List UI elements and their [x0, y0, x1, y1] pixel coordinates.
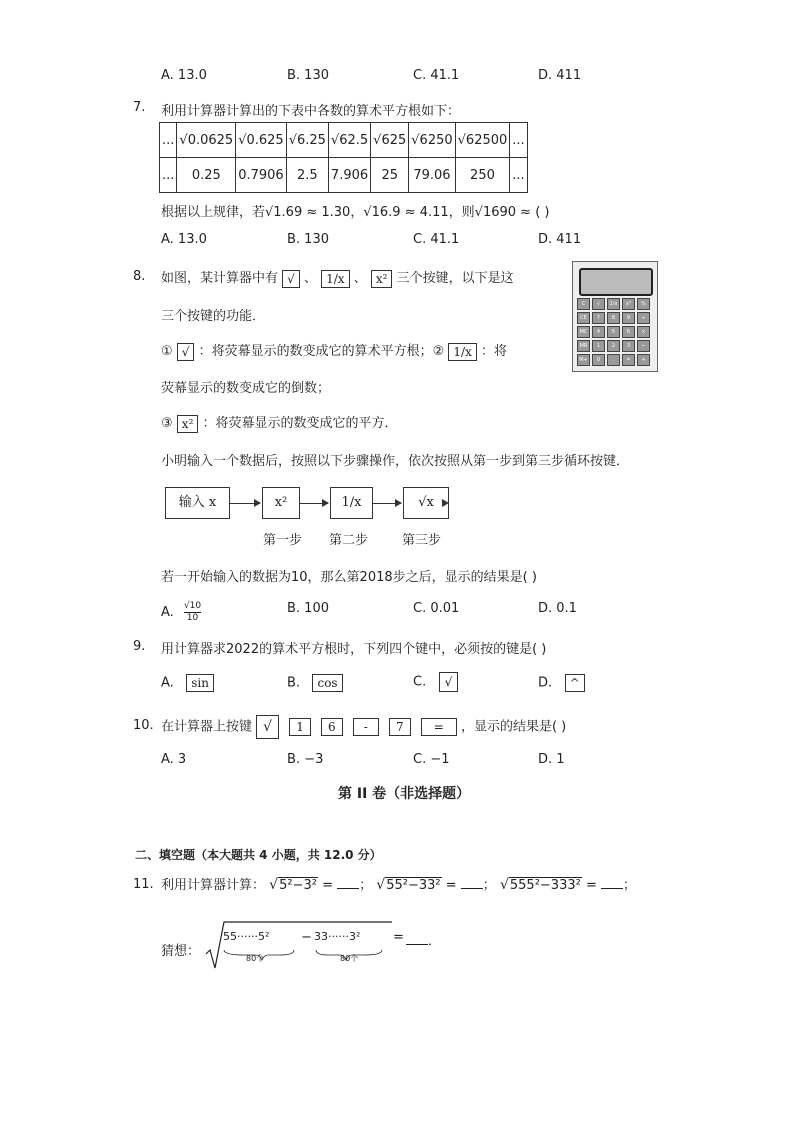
q7-option-b: B. 130 — [287, 232, 329, 247]
calculator-key: √ — [592, 298, 605, 310]
q10-option-c: C. −1 — [413, 752, 450, 767]
table-cell: 0.7906 — [236, 158, 287, 193]
q6-option-c: C. 41.1 — [413, 68, 460, 83]
q9-option-d-label: D. — [538, 675, 553, 691]
q9-option-c — [413, 672, 458, 692]
q8-line1 — [161, 267, 514, 288]
flow-reciprocal-box: 1/x — [330, 487, 373, 519]
q6-option-a: A. 13.0 — [161, 68, 207, 83]
q10-option-d: D. 1 — [538, 752, 565, 767]
flow-sqrt-box: √x — [403, 487, 449, 519]
q8-line1-post: 三个按键，以下是这 — [396, 271, 514, 286]
table-cell: 7.906 — [328, 158, 370, 193]
flow-square-box: x² — [262, 487, 300, 519]
table-cell: √62.5 — [328, 123, 370, 158]
q7-option-a: A. 13.0 — [161, 232, 207, 247]
calculator-key: 8 — [607, 312, 620, 324]
calculator-screen — [579, 268, 653, 296]
minus-key: - — [353, 718, 379, 736]
flow-arrow — [299, 503, 328, 504]
fraction — [184, 601, 201, 624]
sqrt-key: √ — [282, 270, 300, 288]
q7-table-row-top — [160, 123, 528, 158]
circle-1: ① — [161, 344, 173, 359]
calculator-key: CE — [577, 312, 590, 324]
sqrt-key: √ — [439, 672, 459, 692]
period: ． — [428, 934, 442, 949]
calculator-key: 7 — [592, 312, 605, 324]
q10-number: 10. — [133, 718, 154, 733]
flow-input-box: 输入 x — [165, 487, 230, 519]
table-cell: ... — [160, 123, 177, 158]
q9-option-d — [538, 674, 585, 692]
guess-answer — [406, 930, 441, 949]
calculator-key: 2 — [607, 340, 620, 352]
square-key: x² — [177, 415, 199, 433]
q7-table-row-bottom — [160, 158, 528, 193]
q8-line5 — [161, 412, 398, 433]
table-cell: √6250 — [409, 123, 455, 158]
q9-option-b-label: B. — [287, 675, 301, 691]
q9-option-c-label: C. — [413, 674, 427, 690]
calculator-key: ÷ — [637, 312, 650, 324]
calculator-key: 3 — [622, 340, 635, 352]
flow-arrow — [229, 503, 260, 504]
calculator-key: x² — [622, 298, 635, 310]
sin-key: sin — [186, 674, 214, 692]
calculator-key: 9 — [622, 312, 635, 324]
q9-option-a — [161, 674, 214, 692]
table-cell: 0.25 — [177, 158, 236, 193]
q6-option-b: B. 130 — [287, 68, 329, 83]
calculator-key: MR — [577, 340, 590, 352]
fraction-denominator: 10 — [186, 613, 199, 623]
count-label-1: 80个 — [246, 954, 265, 963]
equals-key: = — [421, 718, 457, 736]
q7-rule: 根据以上规律，若√1.69 ≈ 1.30，√16.9 ≈ 4.11，则√1690 ≈ ( ) — [161, 205, 550, 220]
q9-option-b — [287, 674, 343, 692]
q9-number: 9. — [133, 639, 146, 654]
guess-term-2: 33······3² — [314, 930, 361, 943]
table-cell: ... — [510, 158, 527, 193]
table-cell: ... — [510, 123, 527, 158]
reciprocal-key: 1/x — [448, 343, 476, 361]
q7-option-c: C. 41.1 — [413, 232, 460, 247]
table-cell: 79.06 — [409, 158, 455, 193]
q8-option-a — [161, 601, 201, 624]
expr-1: 5²−3² — [279, 878, 317, 893]
table-cell: √625 — [371, 123, 409, 158]
calculator-key: 4 — [592, 326, 605, 338]
table-cell: √0.625 — [236, 123, 287, 158]
table-cell: √62500 — [455, 123, 510, 158]
calculator-key: × — [637, 326, 650, 338]
q8-number: 8. — [133, 269, 146, 284]
equals: = — [445, 878, 457, 893]
caret-key: ^ — [565, 674, 585, 692]
q7-stem: 利用计算器计算出的下表中各数的算术平方根如下： — [161, 104, 461, 119]
q8-question: 若一开始输入的数据为10，那么第2018步之后，显示的结果是( ) — [161, 570, 537, 585]
table-cell: 250 — [455, 158, 510, 193]
sqrt-symbol: √ — [376, 877, 386, 893]
q10-option-a: A. 3 — [161, 752, 187, 767]
sqrt-key: √ — [177, 343, 195, 361]
separator: 、 — [303, 271, 317, 286]
q7-table — [159, 122, 528, 193]
sqrt-symbol: √ — [499, 877, 509, 893]
q8-line6: 小明输入一个数据后，按照以下步骤操作，依次按照从第一步到第三步循环按键． — [161, 454, 630, 469]
q11-stem-text: 利用计算器计算： — [161, 878, 266, 893]
calculator-key: C — [577, 298, 590, 310]
calculator-key: % — [637, 298, 650, 310]
q8-func-2: ：将 — [480, 344, 507, 359]
flow-arrow — [372, 503, 401, 504]
count-label-2: 80个 — [340, 954, 359, 963]
calculator-key: = — [622, 354, 635, 366]
separator: 、 — [353, 271, 367, 286]
square-key: x² — [371, 270, 393, 288]
q11-stem — [161, 874, 636, 893]
expr-2: 55²−33² — [386, 878, 441, 893]
key-1: 1 — [289, 718, 311, 736]
table-cell: √6.25 — [286, 123, 328, 158]
q10-stem-post: ，显示的结果是( ) — [460, 719, 567, 735]
guess-label: 猜想： — [161, 944, 201, 959]
guess-equals: = — [393, 930, 404, 945]
guess-radical — [204, 920, 394, 972]
answer-blank-1[interactable] — [337, 876, 359, 889]
calculator-key: 1 — [592, 340, 605, 352]
equals: = — [585, 878, 597, 893]
q10-option-b: B. −3 — [287, 752, 324, 767]
q8-option-c: C. 0.01 — [413, 601, 460, 616]
table-cell: 25 — [371, 158, 409, 193]
answer-blank-3[interactable] — [601, 876, 623, 889]
q7-number: 7. — [133, 100, 146, 115]
answer-blank-4[interactable] — [406, 932, 428, 945]
cos-key: cos — [312, 674, 342, 692]
q8-line3 — [161, 340, 507, 361]
q8-line1-pre: 如图，某计算器中有 — [161, 271, 279, 286]
q6-option-d: D. 411 — [538, 68, 582, 83]
q9-stem: 用计算器求2022的算术平方根时，下列四个键中，必须按的键是( ) — [161, 642, 547, 657]
part2-header: 二、填空题（本大题共 4 小题，共 12.0 分） — [135, 848, 382, 862]
step-1-label: 第一步 — [263, 533, 303, 548]
calculator-key: M+ — [577, 354, 590, 366]
calculator-key: − — [637, 340, 650, 352]
q7-option-d: D. 411 — [538, 232, 582, 247]
guess-minus: − — [301, 930, 312, 945]
calculator-key: MC — [577, 326, 590, 338]
q8-func-1: ：将荧幕显示的数变成它的算术平方根；② — [198, 344, 445, 359]
table-cell: ... — [160, 158, 177, 193]
separator: ； — [482, 878, 496, 893]
sqrt-key: √ — [256, 715, 279, 739]
fraction-numerator: √10 — [183, 601, 202, 611]
table-cell: √0.0625 — [177, 123, 236, 158]
q10-stem-pre: 在计算器上按键 — [161, 719, 253, 735]
table-cell: 2.5 — [286, 158, 328, 193]
q8-func-3: ：将荧幕显示的数变成它的平方． — [202, 416, 398, 431]
q8-option-a-label: A. — [161, 605, 174, 620]
q8-line4: 荧幕显示的数变成它的倒数； — [161, 381, 331, 396]
reciprocal-key: 1/x — [321, 270, 349, 288]
guess-term-1: 55······5² — [223, 930, 270, 943]
q8-line2: 三个按键的功能． — [161, 309, 266, 324]
sqrt-symbol: √ — [269, 877, 279, 893]
separator: ； — [623, 878, 637, 893]
calculator-key: 6 — [622, 326, 635, 338]
answer-blank-2[interactable] — [461, 876, 483, 889]
calculator-key: 5 — [607, 326, 620, 338]
q8-option-d: D. 0.1 — [538, 601, 577, 616]
calculator-key: 0 — [592, 354, 605, 366]
step-3-label: 第三步 — [402, 533, 442, 548]
calculator-key: + — [637, 354, 650, 366]
key-7: 7 — [389, 718, 411, 736]
step-2-label: 第二步 — [329, 533, 369, 548]
section-title: 第 II 卷（非选择题） — [338, 786, 471, 802]
q9-option-a-label: A. — [161, 675, 174, 691]
q10-stem — [161, 715, 566, 739]
circle-3: ③ — [161, 416, 173, 431]
calculator-key: 1/x — [607, 298, 620, 310]
separator: ； — [359, 878, 373, 893]
q11-number: 11. — [133, 877, 154, 892]
expr-3: 555²−333² — [509, 878, 581, 893]
calculator-image — [572, 261, 658, 372]
q8-option-b: B. 100 — [287, 601, 329, 616]
equals: = — [322, 878, 333, 893]
calculator-key: . — [607, 354, 620, 366]
key-6: 6 — [321, 718, 343, 736]
